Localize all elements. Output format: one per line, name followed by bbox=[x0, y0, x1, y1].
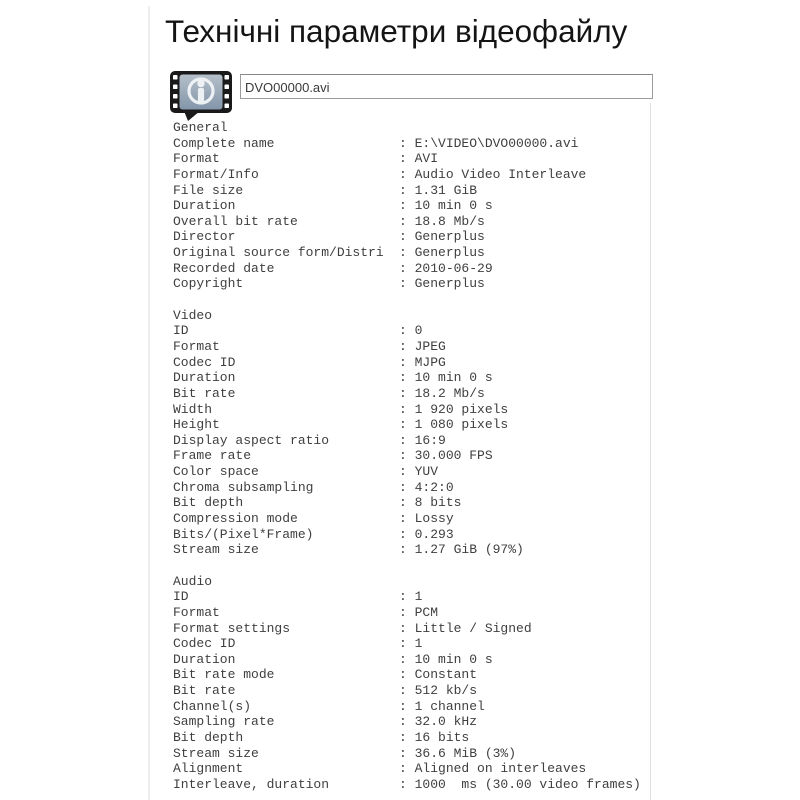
info-row bbox=[173, 714, 641, 730]
filename-input[interactable] bbox=[240, 74, 653, 99]
row-value: 1.31 GiB bbox=[414, 182, 478, 198]
row-label: Original source form/Distri bbox=[173, 245, 384, 261]
row-label: Chroma subsampling bbox=[173, 479, 314, 495]
row-colon: : bbox=[399, 370, 415, 386]
row-value: 10 min 0 s bbox=[414, 198, 493, 214]
row-colon: : bbox=[399, 260, 415, 276]
row-value: 32.0 kHz bbox=[414, 714, 478, 730]
row-colon: : bbox=[399, 526, 415, 542]
row-colon: : bbox=[399, 182, 415, 198]
row-colon: : bbox=[399, 354, 415, 370]
row-value: 0.293 bbox=[414, 526, 454, 542]
row-label: Width bbox=[173, 401, 213, 417]
row-label: Display aspect ratio bbox=[173, 432, 330, 448]
row-value: 10 min 0 s bbox=[414, 651, 493, 667]
row-value: 1.27 GiB (97%) bbox=[414, 542, 524, 558]
row-colon: : bbox=[399, 761, 415, 777]
info-row bbox=[173, 261, 641, 277]
row-value: Aligned on interleaves bbox=[414, 761, 587, 777]
row-value: Lossy bbox=[414, 511, 454, 527]
info-row bbox=[173, 198, 641, 214]
row-colon: : bbox=[399, 401, 415, 417]
row-value: JPEG bbox=[414, 338, 446, 354]
info-row bbox=[173, 683, 641, 699]
row-value: YUV bbox=[414, 464, 439, 480]
row-colon: : bbox=[399, 542, 415, 558]
row-colon: : bbox=[399, 729, 415, 745]
info-row bbox=[173, 652, 641, 668]
row-value: 1 channel bbox=[414, 698, 485, 714]
row-label: Duration bbox=[173, 370, 236, 386]
info-row bbox=[173, 402, 641, 418]
row-label: Format bbox=[173, 604, 220, 620]
info-row bbox=[173, 323, 641, 339]
section-heading: General bbox=[173, 120, 228, 135]
row-value: 18.2 Mb/s bbox=[414, 385, 485, 401]
info-row bbox=[173, 276, 641, 292]
row-value: 0 bbox=[414, 323, 423, 339]
row-label: Stream size bbox=[173, 745, 259, 761]
row-colon: : bbox=[399, 511, 415, 527]
info-row bbox=[173, 214, 641, 230]
row-colon: : bbox=[399, 620, 415, 636]
row-label: Format settings bbox=[173, 620, 291, 636]
row-label: Director bbox=[173, 229, 236, 245]
row-colon: : bbox=[399, 683, 415, 699]
row-label: Recorded date bbox=[173, 260, 275, 276]
row-value: Little / Signed bbox=[414, 620, 532, 636]
row-colon: : bbox=[399, 135, 415, 151]
row-colon: : bbox=[399, 651, 415, 667]
row-label: Sampling rate bbox=[173, 714, 275, 730]
info-row bbox=[173, 636, 641, 652]
row-value: 2010-06-29 bbox=[414, 260, 493, 276]
page-title: Технічні параметри відеофайлу bbox=[165, 13, 628, 49]
row-label: Stream size bbox=[173, 542, 259, 558]
row-colon: : bbox=[399, 745, 415, 761]
row-value: 1 920 pixels bbox=[414, 401, 509, 417]
info-row bbox=[173, 527, 641, 543]
row-colon: : bbox=[399, 166, 415, 182]
row-value: 1000 ms (30.00 video frames) bbox=[414, 776, 641, 792]
row-label: Complete name bbox=[173, 135, 275, 151]
info-row bbox=[173, 495, 641, 511]
row-value: 1 bbox=[414, 589, 423, 605]
row-colon: : bbox=[399, 213, 415, 229]
info-row bbox=[173, 605, 641, 621]
row-colon: : bbox=[399, 198, 415, 214]
row-colon: : bbox=[399, 698, 415, 714]
row-label: Format bbox=[173, 338, 220, 354]
row-colon: : bbox=[399, 464, 415, 480]
row-value: Generplus bbox=[414, 276, 485, 292]
section-general bbox=[173, 120, 641, 292]
row-value: Generplus bbox=[414, 245, 485, 261]
row-value: 4:2:0 bbox=[414, 479, 454, 495]
row-value: 10 min 0 s bbox=[414, 370, 493, 386]
row-colon: : bbox=[399, 448, 415, 464]
row-value: 16 bits bbox=[414, 729, 470, 745]
row-colon: : bbox=[399, 323, 415, 339]
row-value: Audio Video Interleave bbox=[414, 166, 587, 182]
row-colon: : bbox=[399, 589, 415, 605]
row-colon: : bbox=[399, 479, 415, 495]
row-value: PCM bbox=[414, 604, 439, 620]
row-value: 16:9 bbox=[414, 432, 446, 448]
info-row bbox=[173, 667, 641, 683]
row-label: ID bbox=[173, 589, 189, 605]
report-right-edge-line bbox=[650, 103, 651, 800]
info-row bbox=[173, 183, 641, 199]
info-row bbox=[173, 136, 641, 152]
row-colon: : bbox=[399, 604, 415, 620]
info-row bbox=[173, 730, 641, 746]
row-label: Bit rate mode bbox=[173, 667, 275, 683]
row-value: 1 080 pixels bbox=[414, 417, 509, 433]
row-label: Height bbox=[173, 417, 220, 433]
row-value: Generplus bbox=[414, 229, 485, 245]
row-colon: : bbox=[399, 229, 415, 245]
row-colon: : bbox=[399, 667, 415, 683]
page-left-edge-line bbox=[148, 6, 150, 800]
section-heading: Video bbox=[173, 307, 213, 323]
row-colon: : bbox=[399, 776, 415, 792]
row-label: Duration bbox=[173, 198, 236, 214]
row-label: Codec ID bbox=[173, 636, 236, 652]
info-row bbox=[173, 229, 641, 245]
row-label: Alignment bbox=[173, 761, 244, 777]
row-label: Bit rate bbox=[173, 385, 236, 401]
info-row bbox=[173, 761, 641, 777]
info-row bbox=[173, 746, 641, 762]
row-colon: : bbox=[399, 714, 415, 730]
info-row bbox=[173, 355, 641, 371]
row-value: 18.8 Mb/s bbox=[414, 213, 485, 229]
row-label: ID bbox=[173, 323, 189, 339]
info-row bbox=[173, 448, 641, 464]
row-colon: : bbox=[399, 385, 415, 401]
row-label: Bits/(Pixel*Frame) bbox=[173, 526, 314, 542]
row-colon: : bbox=[399, 432, 415, 448]
row-value: AVI bbox=[414, 151, 439, 167]
info-row bbox=[173, 433, 641, 449]
info-row bbox=[173, 464, 641, 480]
row-label: Codec ID bbox=[173, 354, 236, 370]
row-colon: : bbox=[399, 417, 415, 433]
info-row bbox=[173, 151, 641, 167]
mediainfo-report bbox=[173, 120, 641, 793]
row-label: Overall bit rate bbox=[173, 213, 298, 229]
row-value: Constant bbox=[414, 667, 478, 683]
section-heading: Audio bbox=[173, 573, 213, 589]
info-row bbox=[173, 589, 641, 605]
row-value: 30.000 FPS bbox=[414, 448, 493, 464]
info-row bbox=[173, 621, 641, 637]
row-value: 8 bits bbox=[414, 495, 462, 511]
info-row bbox=[173, 542, 641, 558]
row-value: 512 kb/s bbox=[414, 683, 478, 699]
row-label: Format bbox=[173, 151, 220, 167]
info-row bbox=[173, 370, 641, 386]
row-value: E:\VIDEO\DVO00000.avi bbox=[414, 135, 579, 151]
info-row bbox=[173, 167, 641, 183]
info-row bbox=[173, 511, 641, 527]
row-label: Bit depth bbox=[173, 729, 244, 745]
row-colon: : bbox=[399, 276, 415, 292]
row-label: Compression mode bbox=[173, 511, 298, 527]
info-row bbox=[173, 699, 641, 715]
row-label: Frame rate bbox=[173, 448, 252, 464]
row-value: MJPG bbox=[414, 354, 446, 370]
info-row bbox=[173, 245, 641, 261]
row-colon: : bbox=[399, 495, 415, 511]
row-colon: : bbox=[399, 151, 415, 167]
info-row bbox=[173, 777, 641, 793]
row-label: File size bbox=[173, 182, 244, 198]
row-colon: : bbox=[399, 338, 415, 354]
row-label: Copyright bbox=[173, 276, 244, 292]
row-value: 1 bbox=[414, 636, 423, 652]
row-label: Interleave, duration bbox=[173, 776, 330, 792]
row-colon: : bbox=[399, 245, 415, 261]
row-value: 36.6 MiB (3%) bbox=[414, 745, 517, 761]
row-label: Bit depth bbox=[173, 495, 244, 511]
info-row bbox=[173, 480, 641, 496]
section-video bbox=[173, 308, 641, 558]
row-label: Bit rate bbox=[173, 683, 236, 699]
mediainfo-film-info-icon bbox=[170, 71, 232, 121]
row-label: Duration bbox=[173, 651, 236, 667]
row-label: Format/Info bbox=[173, 166, 259, 182]
row-label: Color space bbox=[173, 464, 259, 480]
info-row bbox=[173, 417, 641, 433]
row-colon: : bbox=[399, 636, 415, 652]
section-audio bbox=[173, 574, 641, 793]
row-label: Channel(s) bbox=[173, 698, 252, 714]
info-row bbox=[173, 339, 641, 355]
info-row bbox=[173, 386, 641, 402]
